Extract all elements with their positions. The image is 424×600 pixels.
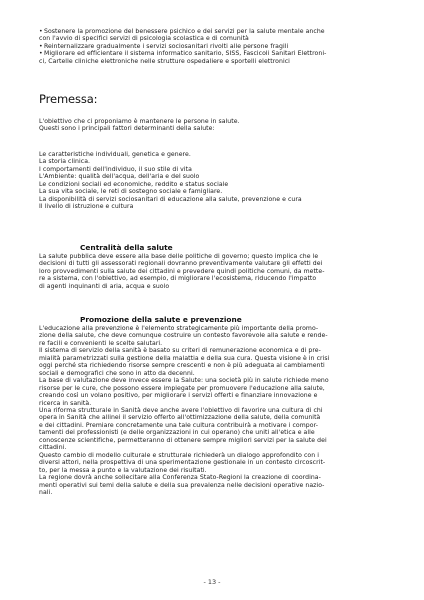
paragraph-line: tamenti dei professionisti (e delle organizzazioni in cui operano) che uniti all'etica e alle — [39, 429, 315, 437]
paragraph-line: Il sistema di servizio della sanità è basato su criteri di remunerazione economica e di pre- — [39, 347, 321, 355]
paragraph-line: La regione dovrà anche sollecitare alla Conferenza Stato-Regioni la creazione di coordina- — [39, 474, 321, 482]
premessa-heading: Premessa: — [39, 92, 98, 106]
factor-line: La storia clinica. — [39, 158, 91, 166]
section-heading-promozione: Promozione della salute e prevenzione — [80, 315, 242, 324]
paragraph-line: re a sistema, con l'obiettivo, ad esempio, di migliorare l'ecosistema, riducendo l'impatto — [39, 275, 317, 283]
paragraph-line: decisioni di tutti gli assessorati regionali dovranno preventivamente valutare gli effetti dei — [39, 260, 323, 268]
paragraph-line: di agenti inquinanti di aria, acqua e suolo — [39, 282, 170, 290]
paragraph-line: Questo cambio di modello culturale e strutturale richiederà un dialogo approfondito con i — [39, 451, 319, 459]
intro-line: L'obiettivo che ci proponiamo è mantenere le persone in salute. — [39, 118, 240, 125]
page-number: - 13 - — [203, 578, 221, 586]
paragraph-line: loro provvedimenti sulla salute dei cittadini e prevedere quindi politiche comuni, da mette- — [39, 267, 325, 275]
bullet-item — [39, 28, 389, 43]
factor-line: Il livello di istruzione e cultura — [39, 203, 134, 211]
paragraph-line: e dei cittadini. Premiare concretamente una tale cultura contribuirà a motivare i compor- — [39, 421, 319, 429]
paragraph-line: La base di valutazione deve invece essere la Salute: una società più in salute richiede meno — [39, 377, 329, 385]
bullet-line: • Sostenere la promozione del benessere psichico e dei servizi per la salute mentale anche — [39, 28, 389, 35]
paragraph-line: La salute pubblica deve essere alla base delle politiche di governo; questo implica che le — [39, 253, 319, 260]
paragraph-line: Una riforma strutturale in Sanità deve anche avere l'obiettivo di favorire una cultura di chi — [39, 406, 323, 414]
factor-line: L'Ambiente: qualità dell'acqua, dell'aria e del suolo — [39, 173, 200, 181]
paragraph-line: cittadini. — [39, 444, 67, 452]
factor-line: La sua vita sociale, le reti di sostegno sociale e famigliare. — [39, 188, 223, 196]
paragraph-line: diversi attori, nella prospettiva di una sperimentazione gestionale in un contesto circoscrit- — [39, 459, 326, 467]
paragraph-line: opera in Sanità che allinei il servizio offerto all'ottimizzazione della salute, della comunità — [39, 414, 321, 422]
bullet-line: ci, Cartelle cliniche elettroniche nelle strutture ospedaliere e sportelli elettronici — [39, 57, 290, 65]
paragraph-line: creando così un volano positivo, per migliorare i servizi offerti e finanziare innovazione e — [39, 392, 318, 400]
bullet-line: con l'avvio di specifici servizi di psicologia scolastica e di comunità — [39, 35, 249, 43]
paragraph-line: risorse per le cure, che possono essere impiegate per promuovere l'educazione alla salute, — [39, 384, 325, 392]
section-heading-centralita: Centralità della salute — [80, 243, 173, 252]
paragraph-line: menti operativi sui temi della salute e della sua prevalenza nelle decisioni operative nazio- — [39, 481, 325, 489]
factor-line: Le caratteristiche individuali, genetica e genere. — [39, 151, 191, 158]
bullet-line: • Reinternalizzare gradualmente i servizi sociosanitari rivolti alle persone fragili — [39, 43, 389, 50]
factor-line: I comportamenti dell'individuo, il suo stile di vita — [39, 165, 192, 173]
paragraph-line: ricerca in sanità. — [39, 399, 92, 407]
bullet-item — [39, 43, 389, 50]
paragraph-line: L'educazione alla prevenzione è l'elemento strategicamente più importante della promo- — [39, 325, 319, 332]
section-body-centralita — [39, 253, 389, 290]
paragraph-line: sociali e demografici che sono in atto da decenni. — [39, 369, 195, 377]
bullet-list — [39, 28, 389, 65]
paragraph-line: mialità parametrizzati sulla gestione della malattia e della sua cura. Questa visione è in crisi — [39, 354, 330, 362]
premessa-intro — [39, 118, 389, 133]
bullet-item — [39, 50, 389, 65]
factor-line: La disponibilità di servizi sociosanitari di educazione alla salute, prevenzione e cura — [39, 195, 302, 203]
intro-line: Questi sono i principali fattori determinanti della salute: — [39, 125, 215, 133]
section-body-promozione — [39, 325, 389, 496]
health-factors-list — [39, 151, 389, 211]
paragraph-line: conoscenze scientifiche, permetteranno di ottenere sempre migliori servizi per la salute dei — [39, 436, 327, 444]
paragraph-line: zione della salute, che deve comunque costruire un contesto favorevole alla salute e rende- — [39, 332, 328, 340]
paragraph-line: oggi perché sta richiedendo risorse sempre crescenti e non è più adeguata ai cambiamenti — [39, 362, 325, 370]
paragraph-line: to, per la messa a punto e la valutazione dei risultati. — [39, 466, 207, 474]
paragraph-line: re facili e convenienti le scelte salutari. — [39, 339, 163, 347]
bullet-line: • Migliorare ed efficientare il sistema informatico sanitario, SISS, Fascicoli Sanitari Elettroni- — [39, 50, 389, 57]
paragraph-line: nali. — [39, 488, 53, 496]
factor-line: Le condizioni sociali ed economiche, reddito e status sociale — [39, 180, 229, 188]
